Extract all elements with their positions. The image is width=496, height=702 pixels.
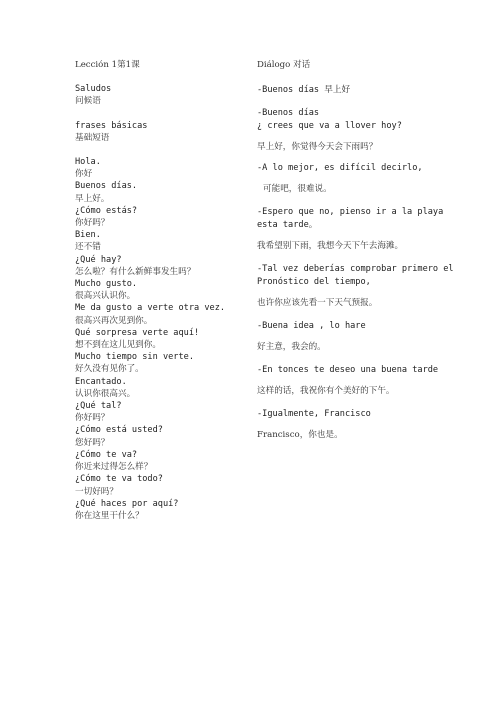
phrase-zh: 你好吗？	[75, 218, 110, 229]
phrase-zh: 您好吗？	[75, 437, 110, 448]
lesson-title: Lección 1第1课	[75, 60, 140, 70]
section-greetings-zh: 问候语	[75, 96, 101, 107]
phrase-es: Mucho tiempo sin verte.	[75, 352, 194, 363]
phrase-zh: 想不到在这儿见到你。	[75, 340, 161, 351]
dialogue-line: -Buenos días	[257, 108, 320, 118]
phrase-zh: 还不错	[75, 242, 101, 253]
phrase-zh: 认识你很高兴。	[75, 388, 136, 399]
phrase-list	[75, 156, 245, 522]
phrase-es: Me da gusto a verte otra vez.	[75, 303, 226, 314]
dialogue-translation: Francisco，你也是。	[257, 430, 343, 440]
dialogue-line: -En tonces te deseo una buena tarde	[257, 365, 439, 375]
phrase-zh: 怎么啦？有什么新鲜事发生吗？	[75, 266, 196, 277]
dialogue-line: -Tal vez deberías comprobar primero el Pronóstico del tiempo,	[257, 264, 454, 287]
dialogue-translation: 可能吧，很难说。	[263, 184, 332, 194]
phrase-zh: 很高兴认识你。	[75, 291, 136, 302]
dialogue-line: -A lo mejor, es difícil decirlo,	[257, 163, 423, 173]
phrase-zh: 你在这里干什么？	[75, 510, 144, 521]
left-column	[75, 59, 245, 522]
dialogue-line: ¿ crees que va a llover hoy?	[257, 121, 402, 131]
phrase-es: Qué sorpresa verte aquí!	[75, 327, 200, 338]
phrase-es: Encantado.	[75, 376, 127, 387]
dialogue-translation: 这样的话，我祝你有个美好的下午。	[257, 386, 395, 396]
phrase-es: ¿Qué hay?	[75, 254, 122, 265]
section-basics-zh: 基础短语	[75, 132, 110, 143]
phrase-zh: 好久没有见你了。	[75, 364, 144, 375]
phrase-es: ¿Cómo está usted?	[75, 425, 163, 436]
dialogue-translation: 早上好，你觉得今天会下雨吗？	[257, 142, 378, 152]
phrase-es: Buenos días.	[75, 181, 138, 192]
section-basics-es: frases básicas	[75, 120, 148, 131]
dialogue-line: -Espero que no, pienso ir a la playa esta tarde。	[257, 207, 444, 230]
section-greetings-es: Saludos	[75, 84, 112, 95]
phrase-es: Bien.	[75, 230, 101, 241]
right-column	[257, 59, 457, 442]
phrase-zh: 早上好。	[75, 193, 110, 204]
phrase-es: ¿Cómo te va todo?	[75, 474, 163, 485]
phrase-zh: 你好	[75, 169, 93, 180]
phrase-es: ¿Qué tal?	[75, 401, 122, 412]
phrase-es: ¿Cómo te va?	[75, 449, 138, 460]
phrase-es: Mucho gusto.	[75, 279, 138, 290]
phrase-es: ¿Qué haces por aquí?	[75, 498, 179, 509]
dialogue-line: -Buenos días 早上好	[257, 85, 351, 95]
dialogue-line: -Igualmente, Francisco	[257, 409, 371, 419]
phrase-es: ¿Cómo estás?	[75, 205, 138, 216]
dialogue-translation: 也许你应该先看一下天气预报。	[257, 298, 378, 308]
dialogue-line: -Buena idea , lo hare	[257, 321, 366, 331]
dialogue-title: Diálogo 对话	[257, 60, 311, 70]
phrase-zh: 你近来过得怎么样？	[75, 462, 153, 473]
dialogue-translation: 我希望别下雨，我想今天下午去海滩。	[257, 241, 404, 251]
dialogue-translation: 好主意，我会的。	[257, 342, 326, 352]
phrase-es: Hola.	[75, 157, 101, 168]
phrase-zh: 很高兴再次见到你。	[75, 315, 153, 326]
phrase-zh: 你好吗？	[75, 413, 110, 424]
phrase-zh: 一切好吗？	[75, 486, 118, 497]
